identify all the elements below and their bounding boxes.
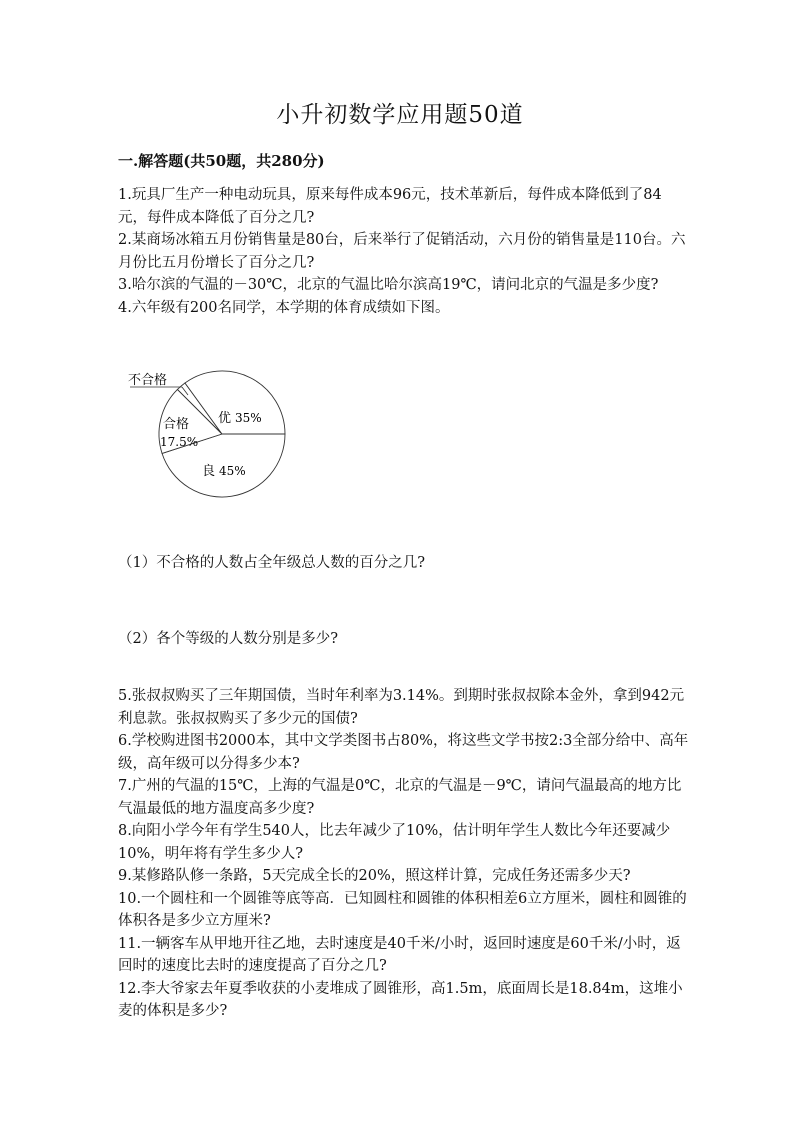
section-heading: 一.解答题(共50题，共280分) bbox=[118, 152, 325, 170]
slice-value-good: 45% bbox=[219, 464, 246, 478]
question-list-a bbox=[118, 184, 690, 319]
question-5: 5.张叔叔购买了三年期国债，当时年利率为3.14%。到期时张叔叔除本金外，拿到942元利息款。张叔叔购买了多少元的国债? bbox=[118, 688, 685, 727]
question-9: 9.某修路队修一条路，5天完成全长的20%，照这样计算，完成任务还需多少天? bbox=[118, 868, 631, 884]
sub-question-1: （1）不合格的人数占全年级总人数的百分之几? bbox=[118, 555, 425, 571]
page-title: 小升初数学应用题50道 bbox=[276, 102, 524, 128]
question-10: 10.一个圆柱和一个圆锥等底等高．已知圆柱和圆锥的体积相差6立方厘米，圆柱和圆锥的体积各是多少立方厘米? bbox=[118, 890, 687, 929]
question-11: 11.一辆客车从甲地开往乙地，去时速度是40千米/小时，返回时速度是60千米/小时，返回时的速度比去时的速度提高了百分之几? bbox=[118, 935, 681, 974]
grade-pie-chart bbox=[118, 358, 308, 518]
slice-label-pass: 合格 bbox=[163, 417, 190, 432]
question-list-b bbox=[118, 685, 690, 1023]
sub-question-2: （2）各个等级的人数分别是多少? bbox=[118, 631, 338, 647]
slice-value-pass: 17.5% bbox=[160, 435, 199, 449]
question-12: 12.李大爷家去年夏季收获的小麦堆成了圆锥形，高1.5m，底面周长是18.84m，这堆小麦的体积是多少? bbox=[118, 980, 683, 1019]
question-6: 6.学校购进图书2000本，其中文学类图书占80%，将这些文学书按2:3全部分给中、高年级，高年级可以分得多少本? bbox=[118, 733, 689, 772]
slice-label-good: 良 bbox=[202, 464, 216, 479]
question-1: 1.玩具厂生产一种电动玩具，原来每件成本96元，技术革新后，每件成本降低到了84元，每件成本降低了百分之几? bbox=[118, 187, 662, 226]
question-3: 3.哈尔滨的气温的－30℃，北京的气温比哈尔滨高19℃，请问北京的气温是多少度? bbox=[118, 277, 659, 293]
slice-value-excellent: 35% bbox=[235, 411, 262, 425]
question-7: 7.广州的气温的15℃，上海的气温是0℃，北京的气温是－9℃，请问气温最高的地方比气温最低的地方温度高多少度? bbox=[118, 778, 682, 817]
question-2: 2.某商场冰箱五月份销售量是80台，后来举行了促销活动，六月份的销售量是110台。六月份比五月份增长了百分之几? bbox=[118, 232, 686, 271]
question-8: 8.向阳小学今年有学生540人，比去年减少了10%，估计明年学生人数比今年还要减少10%，明年将有学生多少人? bbox=[118, 823, 671, 862]
slice-label-fail: 不合格 bbox=[128, 373, 168, 388]
pie-slices bbox=[159, 371, 285, 497]
question-4: 4.六年级有200名同学，本学期的体育成绩如下图。 bbox=[118, 299, 450, 316]
slice-label-excellent: 优 bbox=[218, 411, 232, 426]
